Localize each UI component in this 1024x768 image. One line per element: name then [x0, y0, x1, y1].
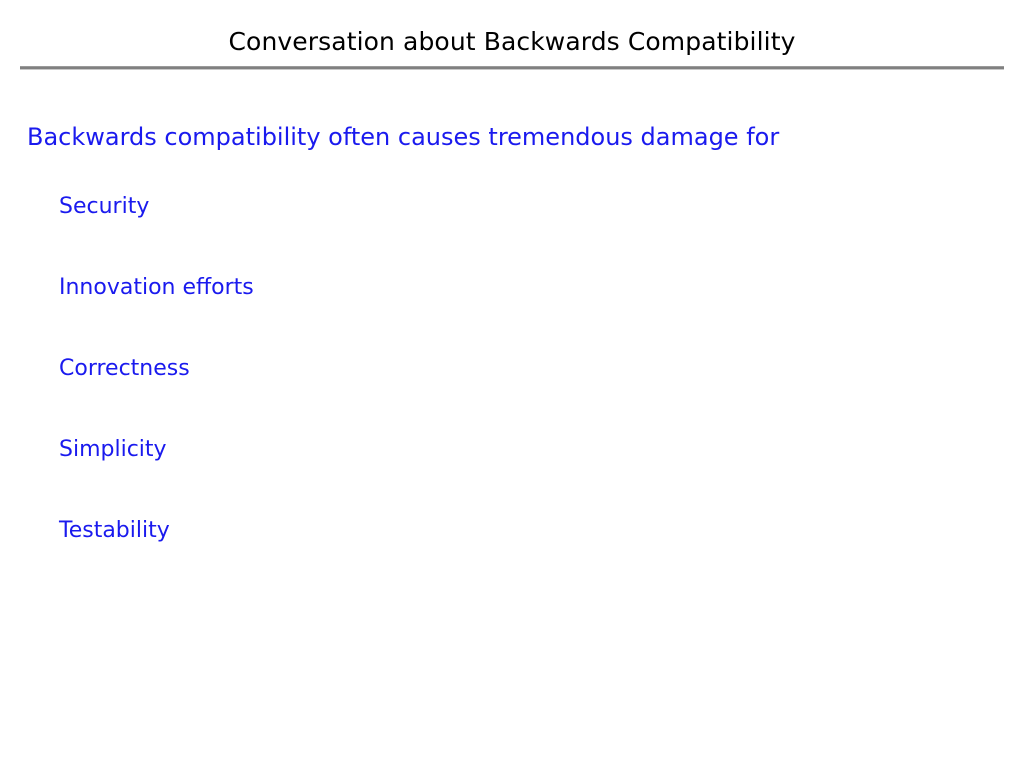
list-item: Security	[59, 194, 150, 219]
list-item: Innovation efforts	[59, 275, 254, 300]
bullet-list	[59, 196, 254, 601]
list-item: Correctness	[59, 356, 190, 381]
list-item: Testability	[59, 518, 170, 543]
lead-statement: Backwards compatibility often causes tremendous damage for	[27, 123, 780, 151]
page-title: Conversation about Backwards Compatibility	[228, 27, 796, 56]
title-divider	[20, 66, 1004, 70]
list-item: Simplicity	[59, 437, 167, 462]
